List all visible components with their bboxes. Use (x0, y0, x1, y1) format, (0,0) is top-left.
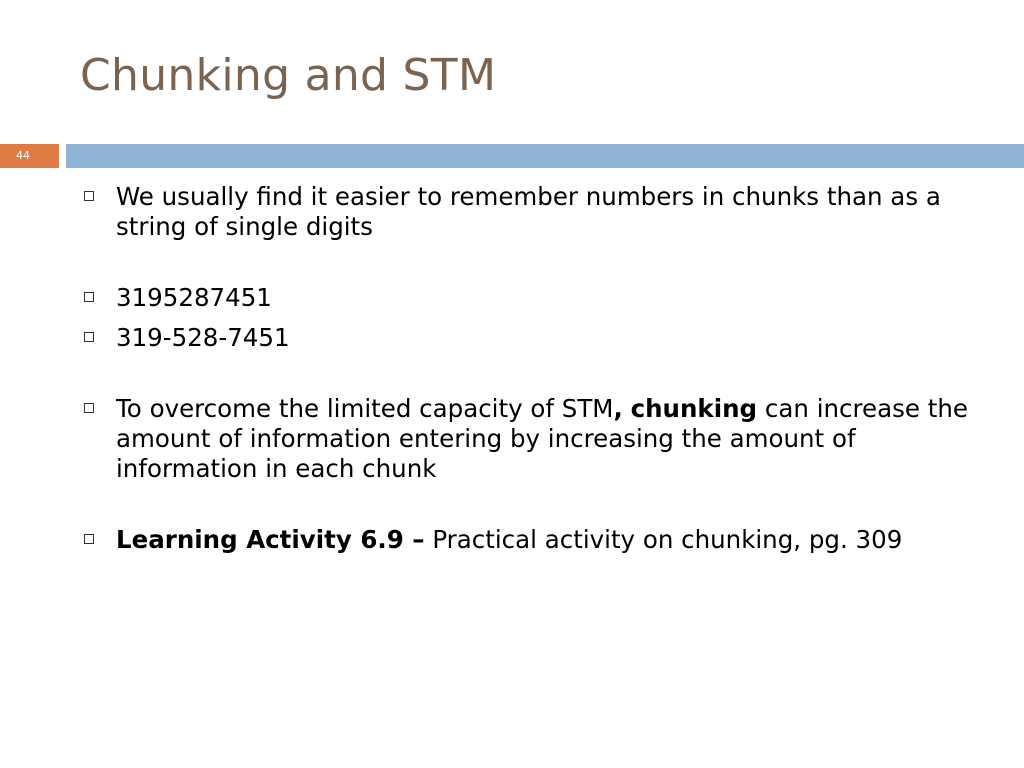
square-bullet-icon (84, 534, 94, 544)
bullet-text: We usually find it easier to remember numbers in chunks than as a string of single digits (116, 182, 941, 241)
bullet-item (84, 323, 984, 353)
bullet-item (84, 283, 984, 313)
square-bullet-icon (84, 191, 94, 201)
bullet-bold-term: Learning Activity 6.9 – (116, 525, 425, 554)
bullet-item (84, 394, 984, 484)
page-number: 44 (16, 149, 30, 162)
square-bullet-icon (84, 403, 94, 413)
bullet-text: 319-528-7451 (116, 323, 290, 352)
slide-title: Chunking and STM (80, 50, 497, 101)
bullet-list (84, 182, 984, 555)
bullet-item (84, 525, 984, 555)
bullet-text-pre: To overcome the limited capacity of STM (116, 394, 614, 423)
bullet-bold-term: chunking (630, 394, 758, 423)
bullet-text-post: Practical activity on chunking, pg. 309 (432, 525, 903, 554)
bullet-text-post: can increase the amount of information entering by increasing the amount of information in each chunk (116, 394, 968, 483)
bullet-item (84, 182, 984, 242)
square-bullet-icon (84, 332, 94, 342)
bullet-comma: , (613, 394, 623, 423)
header-divider-bar (66, 144, 1024, 168)
square-bullet-icon (84, 292, 94, 302)
page-number-box (0, 144, 59, 168)
bullet-text: 3195287451 (116, 283, 272, 312)
